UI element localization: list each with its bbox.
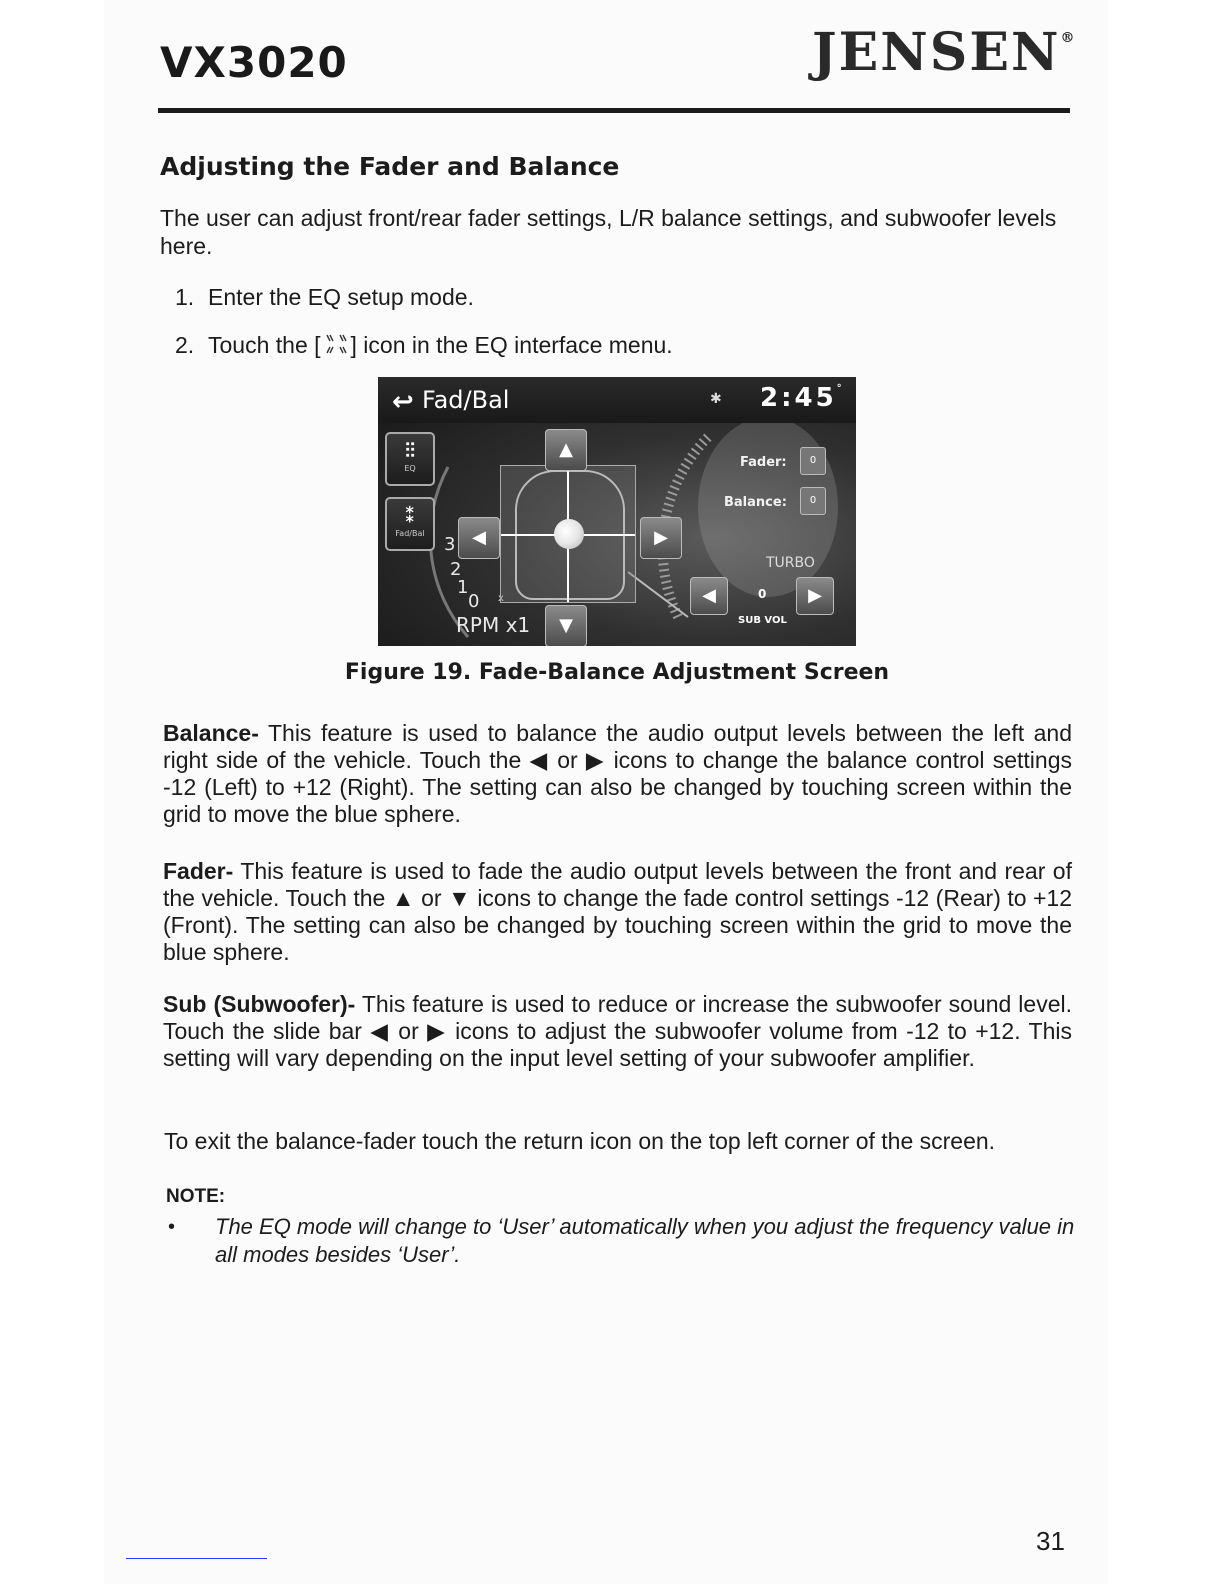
turbo-label: TURBO <box>766 555 815 571</box>
sub-paragraph <box>163 991 1072 1072</box>
gauge-number: 3 <box>444 534 456 555</box>
balance-fader-grid[interactable] <box>500 465 636 603</box>
clock <box>760 383 845 413</box>
eq-button[interactable] <box>385 432 435 486</box>
sub-volume-label: SUB VOL <box>738 615 787 626</box>
exit-instruction: To exit the balance-fader touch the return icon on the top left corner of the screen. <box>164 1128 996 1154</box>
balance-left-button[interactable]: ◀ <box>458 517 500 559</box>
step-number: 2. <box>175 332 195 358</box>
balance-text: This feature is used to balance the audio output levels between the left and right side of the vehicle. Touch the ◀ or ▶ icons to change the balance control settings -12 (Left) to +12 (Right). The setting can also be changed by touching screen within the grid to move the blue sphere. <box>163 720 1072 827</box>
step-text-after: ] icon in the EQ interface menu. <box>350 332 673 358</box>
fader-paragraph <box>163 858 1072 966</box>
gauge-number: 2 <box>450 559 462 580</box>
sub-right-button[interactable]: ▶ <box>796 577 834 615</box>
step-text: Enter the EQ setup mode. <box>208 284 474 310</box>
balance-label: Balance: <box>724 495 787 510</box>
sub-volume-value: 0 <box>758 587 767 601</box>
steps-list <box>175 284 673 380</box>
step-number: 1. <box>175 284 195 310</box>
note-label: NOTE: <box>166 1186 226 1207</box>
balance-value: 0 <box>800 487 826 515</box>
eq-sliders-icon: ⫶⫶ <box>405 438 415 462</box>
figure-caption: Figure 19. Fade-Balance Adjustment Screen <box>344 660 890 685</box>
gauge-number: 1 <box>457 577 469 598</box>
registered-mark: ® <box>1060 30 1077 46</box>
sub-left-button[interactable]: ◀ <box>690 577 728 615</box>
model-number: VX3020 <box>160 38 348 87</box>
balance-right-button[interactable]: ▶ <box>640 517 682 559</box>
step-text-before: Touch the [ <box>208 332 321 358</box>
position-sphere[interactable] <box>554 519 584 549</box>
clock-mark: ° <box>836 383 845 394</box>
page-number: 31 <box>1036 1526 1065 1556</box>
fadbal-screenshot <box>378 377 856 646</box>
return-icon[interactable]: ↩ <box>392 387 414 417</box>
section-title: Adjusting the Fader and Balance <box>160 152 620 181</box>
fader-value: 0 <box>800 447 826 475</box>
brand-name: JENSEN <box>812 22 1061 83</box>
screen-title: Fad/Bal <box>422 386 510 414</box>
balance-term: Balance- <box>163 720 259 746</box>
step-item <box>175 284 673 332</box>
fadbal-button[interactable] <box>385 497 435 551</box>
header-rule <box>158 108 1070 113</box>
balance-paragraph <box>163 720 1072 828</box>
eq-button-label: EQ <box>404 464 416 473</box>
fader-up-button[interactable]: ▲ <box>545 429 587 471</box>
bluetooth-icon: ✱ <box>710 391 722 407</box>
gauge-number: 0 <box>468 591 480 612</box>
step-item <box>175 332 673 380</box>
note-bullet: • <box>168 1216 176 1238</box>
rpm-label: RPM x1 <box>456 613 531 637</box>
sub-term: Sub (Subwoofer)- <box>163 991 356 1017</box>
clock-time: 2:45 <box>760 383 837 413</box>
note-text: The EQ mode will change to ‘User’ automatically when you adjust the frequency value in all modes besides ‘User’. <box>215 1214 1075 1267</box>
footer-line <box>126 1558 267 1559</box>
fader-text: This feature is used to fade the audio output levels between the front and rear of the vehicle. Touch the ▲ or ▼ icons to change the fade control settings -12 (Rear) to +12 (Front). The setting can also be changed by touching screen within the grid to move the blue sphere. <box>163 858 1072 965</box>
brand-logo <box>812 22 1077 83</box>
sub-text: This feature is used to reduce or increase the subwoofer sound level. Touch the slide bar ◀ or ▶ icons to adjust the subwoofer volume from -12 to +12. This setting will vary depending on the input level setting of your subwoofer amplifier. <box>163 991 1073 1071</box>
fader-label: Fader: <box>740 455 787 470</box>
intro-paragraph: The user can adjust front/rear fader settings, L/R balance settings, and subwoofer levels here. <box>160 205 1057 259</box>
fader-term: Fader- <box>163 858 234 884</box>
fadbal-icon <box>321 333 351 355</box>
gauge-x: x <box>498 593 504 604</box>
fadbal-button-label: Fad/Bal <box>395 529 425 538</box>
fader-down-button[interactable]: ▼ <box>545 605 587 646</box>
fadbal-button-icon: ⁑ <box>404 503 416 527</box>
